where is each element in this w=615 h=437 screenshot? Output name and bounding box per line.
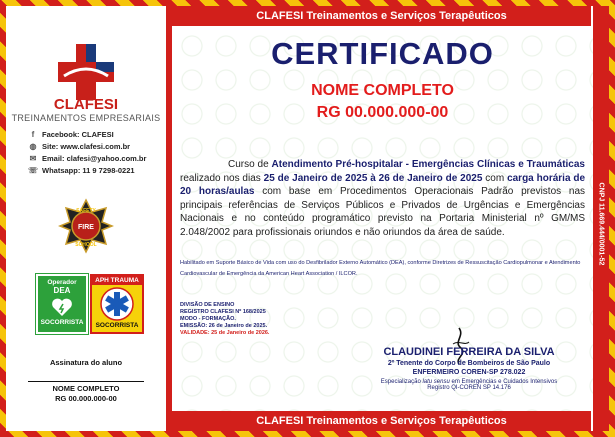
qualification-text: Habilitado em Suporte Básico de Vida com uso do Desfibrilador Externo Automático (DEA), conforme Diretrizes de Ressuscitação Cardiopulmonar e Atendimento Cardiovascular de Emergência da American Heart Association / ILCOR. bbox=[180, 260, 581, 277]
spec-italic: latu sensu bbox=[422, 379, 450, 385]
left-panel bbox=[6, 6, 172, 431]
course-name: Atendimento Pré-hospitalar - Emergências Clínicas e Traumáticas bbox=[271, 159, 585, 170]
heart-defibrillator-icon bbox=[50, 296, 74, 318]
text-part: com base em Procedimentos Operacionais Padrão previstos nas principais referências de Serviços Públicos e Privados de Urgências e Emergências Nacionais e no conteúdo programático previsto na Portaria Ministerial nº GM/MS 2.048/2002 para profissionais oriundos e não oriundos da área de saúde. bbox=[180, 186, 586, 238]
globe-icon: ◍ bbox=[29, 141, 37, 151]
clafesi-logo-icon bbox=[46, 42, 126, 102]
aph-trauma-badge bbox=[90, 274, 144, 334]
certificate-content bbox=[172, 26, 593, 411]
contact-text: Site: www.clafesi.com.br bbox=[42, 141, 131, 151]
fire-badge-line3: SCHOOL bbox=[75, 242, 97, 248]
text-part: realizado nos dias bbox=[180, 172, 261, 184]
instructor-rank: 2º Tenente do Corpo de Bombeiros de São Paulo bbox=[387, 360, 551, 367]
contact-text: Facebook: CLAFESI bbox=[42, 129, 114, 139]
aph-badge-subtitle: SOCORRISTA bbox=[95, 322, 139, 329]
course-workload: carga horária de 20 horas/aulas bbox=[180, 172, 586, 197]
contact-text: Email: clafesi@yahoo.com.br bbox=[42, 153, 147, 163]
student-name-block bbox=[6, 384, 166, 404]
holder-rg: RG 00.000.000-00 bbox=[316, 104, 449, 121]
cnpj-text: CNPJ 11.669.444/0001-52 bbox=[597, 182, 605, 266]
instructor-name: CLAUDINEI FERREIRA DA SILVA bbox=[383, 346, 555, 358]
footer-banner: CLAFESI Treinamentos e Serviços Terapêuticos bbox=[172, 411, 591, 431]
division-line: MODO - FORMAÇÃO. bbox=[180, 316, 236, 322]
division-line: EMISSÃO: 26 de Janeiro de 2025. bbox=[180, 323, 268, 329]
dea-badge-line1: Operador bbox=[47, 279, 77, 286]
division-validity: VALIDADE: 25 de Janeiro de 2026. bbox=[180, 330, 270, 336]
certificate-body bbox=[6, 6, 609, 431]
course-dates: 25 de Janeiro de 2025 à 26 de Janeiro de 2025 bbox=[263, 172, 483, 184]
mail-icon: ✉ bbox=[29, 153, 37, 163]
holder-name: NOME COMPLETO bbox=[311, 82, 454, 99]
instructor-coren: ENFERMEIRO COREN-SP 278.022 bbox=[412, 369, 526, 376]
text-part: com bbox=[485, 172, 505, 184]
fire-school-badge-icon bbox=[58, 198, 114, 254]
star-of-life-icon bbox=[100, 287, 134, 321]
certificate-text bbox=[180, 158, 585, 239]
instructor-block bbox=[359, 346, 579, 391]
contact-list bbox=[28, 128, 146, 176]
text-part: Curso de bbox=[228, 159, 269, 170]
student-name: NOME COMPLETO bbox=[52, 384, 120, 393]
spec-text: em Emergências e Cuidados Intensivos bbox=[451, 379, 558, 385]
aph-badge-title: APH TRAUMA bbox=[92, 276, 142, 285]
contact-text: Whatsapp: 11 9 7298-0221 bbox=[42, 165, 135, 175]
dea-operator-badge bbox=[36, 274, 88, 334]
signature-line bbox=[28, 381, 144, 382]
facebook-icon: f bbox=[31, 129, 35, 139]
student-signature-label: Assinatura do aluno bbox=[49, 358, 123, 367]
dea-badge-line3: SOCORRISTA bbox=[40, 319, 84, 326]
contact-site bbox=[28, 140, 146, 152]
division-line: DIVISÃO DE ENSINO bbox=[180, 302, 235, 308]
division-line: REGISTRO CLAFESI Nº 168/2025 bbox=[180, 309, 266, 315]
fire-badge-line2: FIRE bbox=[78, 224, 94, 231]
spec-text: Especialização bbox=[380, 379, 421, 385]
student-rg: RG 00.000.000-00 bbox=[55, 394, 117, 403]
contact-whatsapp bbox=[28, 164, 146, 176]
contact-email bbox=[28, 152, 146, 164]
certificate-title: CERTIFICADO bbox=[271, 36, 494, 71]
brand-subtitle: TREINAMENTOS EMPRESARIAIS bbox=[11, 113, 161, 123]
cnpj-strip bbox=[593, 6, 609, 431]
brand-name: CLAFESI bbox=[53, 96, 119, 113]
contact-facebook bbox=[28, 128, 146, 140]
header-banner: CLAFESI Treinamentos e Serviços Terapêuticos bbox=[172, 6, 591, 26]
phone-icon: ☏ bbox=[28, 165, 39, 175]
dea-badge-line2: DEA bbox=[53, 286, 71, 295]
division-info bbox=[180, 302, 269, 337]
fire-badge-line1: SAFETY bbox=[76, 208, 96, 214]
instructor-registry: Registro QI-COREN SP 14.176 bbox=[427, 385, 511, 391]
